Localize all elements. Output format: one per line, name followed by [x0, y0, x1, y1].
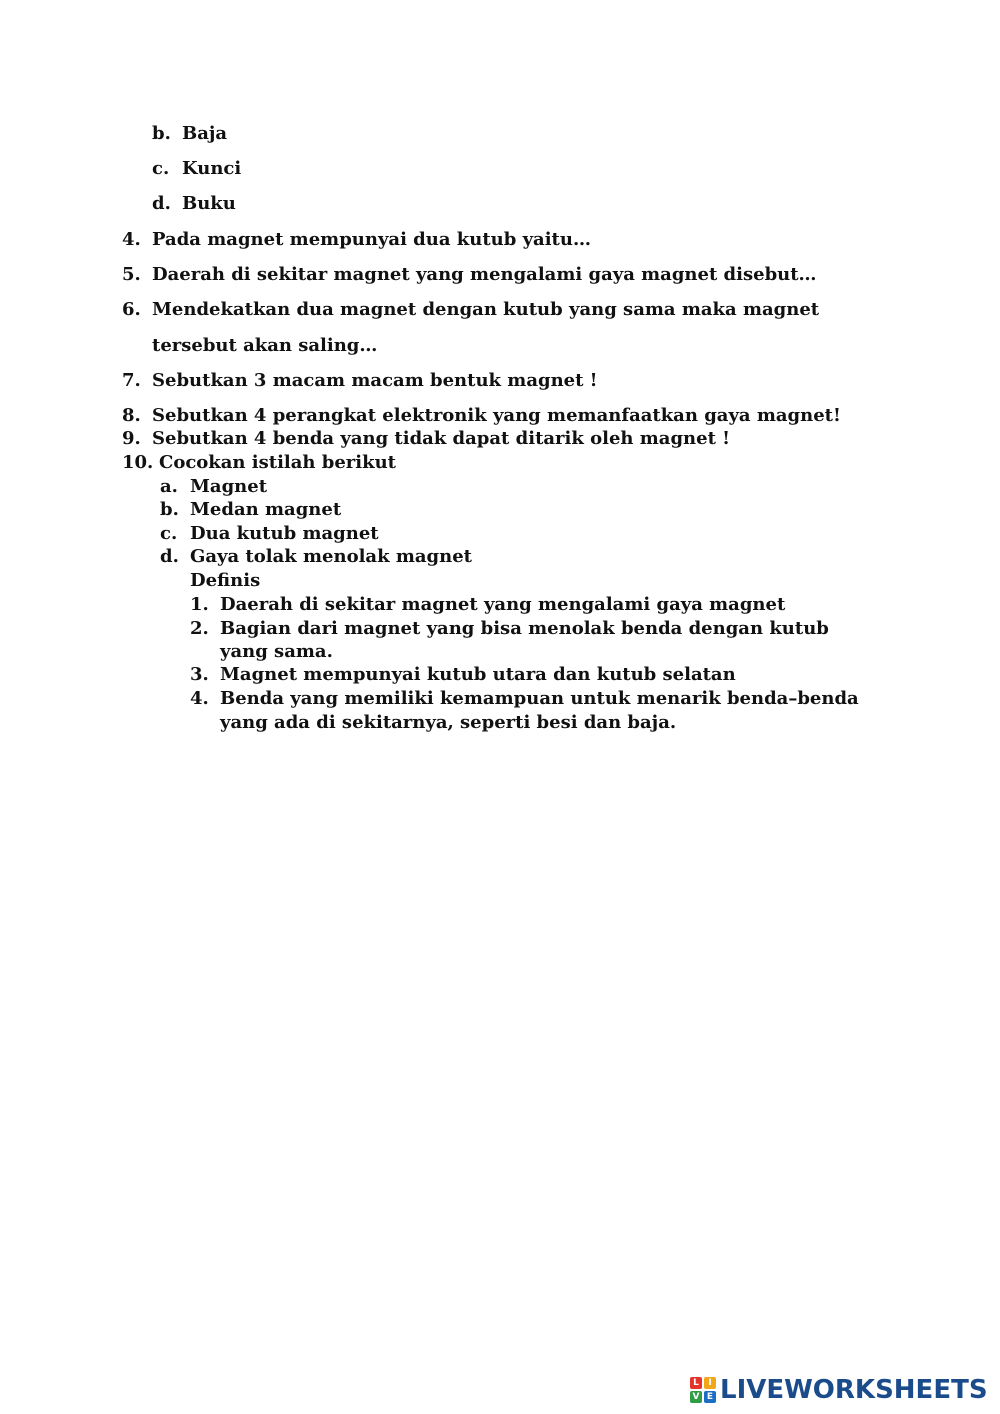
question-text: Daerah di sekitar magnet yang mengalami gaya magnet disebut…	[152, 264, 817, 285]
option-text: Kunci	[182, 158, 242, 179]
question-text: Sebutkan 4 benda yang tidak dapat ditarik oleh magnet !	[152, 428, 731, 449]
definition-number: 3.	[190, 664, 209, 685]
definition-number: 2.	[190, 618, 209, 639]
logo-grid-icon	[690, 1377, 716, 1403]
term-label: d.	[160, 546, 179, 567]
term-text: Dua kutub magnet	[190, 523, 379, 544]
liveworksheets-logo	[690, 1374, 988, 1406]
logo-cell: I	[704, 1377, 716, 1389]
term-text: Medan magnet	[190, 499, 342, 520]
term-text: Magnet	[190, 476, 268, 497]
option-label: c.	[152, 158, 170, 179]
definition-number: 1.	[190, 594, 209, 615]
logo-cell: V	[690, 1391, 702, 1403]
question-number: 4.	[122, 229, 141, 250]
logo-cell: E	[704, 1391, 716, 1403]
definition-text-continued: yang ada di sekitarnya, seperti besi dan baja.	[220, 712, 677, 733]
definition-text: Benda yang memiliki kemampuan untuk menarik benda–benda	[220, 688, 859, 709]
question-number: 7.	[122, 370, 141, 391]
option-text: Buku	[182, 193, 236, 214]
term-label: b.	[160, 499, 179, 520]
term-label: c.	[160, 523, 178, 544]
definition-text: Magnet mempunyai kutub utara dan kutub selatan	[220, 664, 736, 685]
term-label: a.	[160, 476, 178, 497]
question-text-continued: tersebut akan saling…	[152, 335, 378, 356]
logo-text: LIVEWORKSHEETS	[720, 1375, 988, 1405]
term-text: Gaya tolak menolak magnet	[190, 546, 472, 567]
question-text: Sebutkan 3 macam macam bentuk magnet !	[152, 370, 598, 391]
question-number: 10.	[122, 452, 154, 473]
question-text: Cocokan istilah berikut	[159, 452, 396, 473]
definition-text-continued: yang sama.	[220, 641, 333, 662]
option-label: d.	[152, 193, 171, 214]
option-label: b.	[152, 123, 171, 144]
definition-text: Bagian dari magnet yang bisa menolak benda dengan kutub	[220, 618, 829, 639]
question-number: 8.	[122, 405, 141, 426]
question-number: 5.	[122, 264, 141, 285]
question-text: Pada magnet mempunyai dua kutub yaitu…	[152, 229, 591, 250]
question-text: Sebutkan 4 perangkat elektronik yang memanfaatkan gaya magnet!	[152, 405, 841, 426]
logo-cell: L	[690, 1377, 702, 1389]
option-text: Baja	[182, 123, 228, 144]
question-number: 6.	[122, 299, 141, 320]
definition-text: Daerah di sekitar magnet yang mengalami gaya magnet	[220, 594, 786, 615]
question-text: Mendekatkan dua magnet dengan kutub yang sama maka magnet	[152, 299, 820, 320]
definition-heading: Definis	[190, 570, 261, 591]
definition-number: 4.	[190, 688, 209, 709]
question-number: 9.	[122, 428, 141, 449]
